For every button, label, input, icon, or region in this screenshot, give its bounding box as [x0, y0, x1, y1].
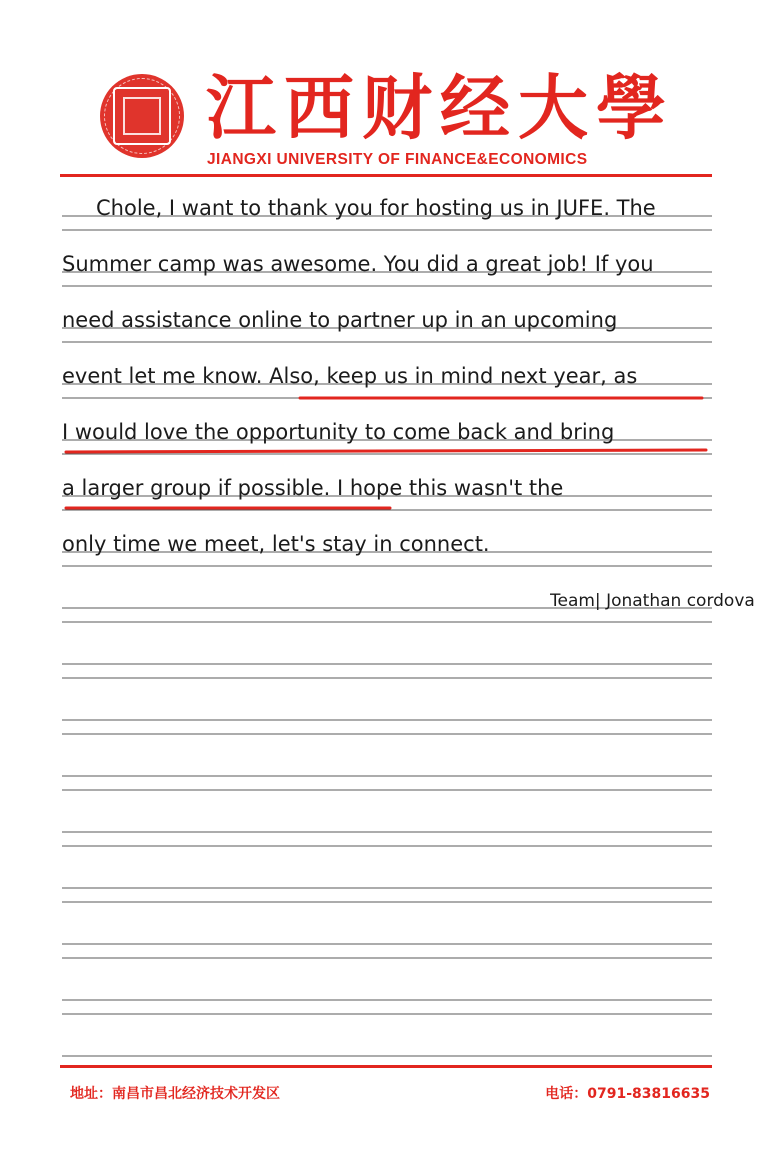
footer-divider	[60, 1065, 712, 1068]
university-name-chinese: 江西财经大學	[206, 66, 674, 149]
letter-line-5: I would love the opportunity to come back and bring	[62, 420, 615, 444]
university-name-english: JIANGXI UNIVERSITY OF FINANCE&ECONOMICS	[207, 151, 588, 168]
footer-phone: 电话：0791-83816635	[545, 1086, 710, 1102]
footer-address: 地址：南昌市昌北经济技术开发区	[70, 1086, 280, 1102]
letter-line-2: Summer camp was awesome. You did a great job! If you	[62, 252, 654, 276]
letter-line-4: event let me know. Also, keep us in mind next year, as	[62, 364, 638, 388]
letter-line-7: only time we meet, let's stay in connect.	[62, 532, 490, 556]
letter-line-1: Chole, I want to thank you for hosting us in JUFE. The	[96, 196, 656, 220]
signature: Team| Jonathan cordova	[550, 591, 755, 611]
letter-line-3: need assistance online to partner up in an upcoming	[62, 308, 618, 332]
letter-line-6: a larger group if possible. I hope this wasn't the	[62, 476, 564, 500]
